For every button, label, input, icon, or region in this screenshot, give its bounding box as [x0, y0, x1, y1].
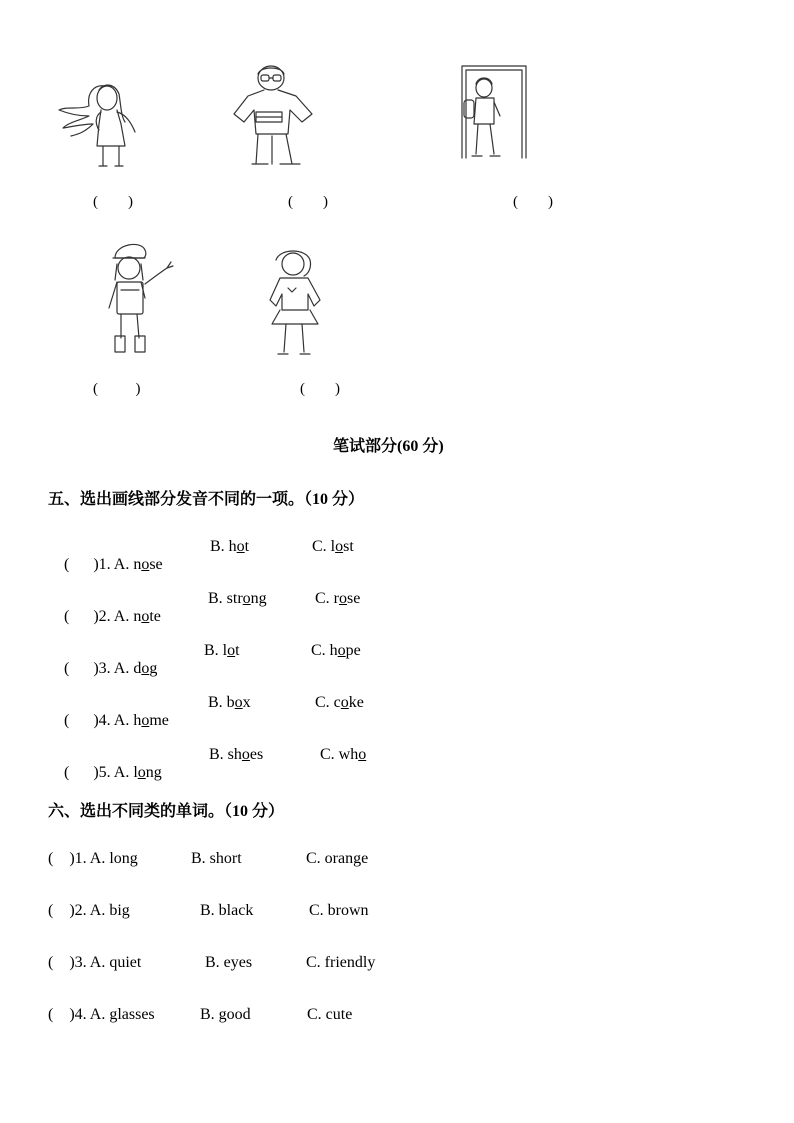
section5-question-3: ( )3. A. dog [64, 660, 158, 677]
section5-option-c-4: C. coke [315, 694, 364, 711]
section5-question-5: ( )5. A. long [64, 764, 162, 781]
boy-at-door-picture [456, 62, 531, 162]
section6-option-c-3: C. friendly [306, 954, 376, 971]
section6-option-c-4: C. cute [307, 1006, 353, 1023]
answer-paren-2[interactable]: ( ) [288, 194, 328, 210]
section6-option-b-1: B. short [191, 850, 242, 867]
section6-option-b-3: B. eyes [205, 954, 253, 971]
man-with-glasses-picture [228, 64, 318, 170]
section6-option-c-2: C. brown [309, 902, 369, 919]
section5-question-2: ( )2. A. note [64, 608, 161, 625]
section6-question-1[interactable]: ( )1. A. long [48, 850, 138, 867]
section6-option-b-4: B. good [200, 1006, 251, 1023]
section6-heading: 六、选出不同类的单词。（10 分） [48, 803, 285, 820]
section6-option-b-2: B. black [200, 902, 254, 919]
answer-paren-5[interactable]: ( ) [300, 381, 340, 397]
section5-option-c-5: C. who [320, 746, 367, 763]
section5-option-b-4: B. box [208, 694, 251, 711]
section6-question-2[interactable]: ( )2. A. big [48, 902, 130, 919]
answer-paren-4[interactable]: ( ) [93, 381, 141, 397]
girl-with-long-hair-picture [55, 76, 150, 171]
section5-option-b-2: B. strong [208, 590, 267, 607]
section6-question-4[interactable]: ( )4. A. glasses [48, 1006, 155, 1023]
written-part-title: 笔试部分(60 分) [333, 438, 444, 455]
section5-option-b-5: B. shoes [209, 746, 264, 763]
answer-paren-1[interactable]: ( ) [93, 194, 133, 210]
section5-option-c-1: C. lost [312, 538, 354, 555]
section5-option-b-1: B. hot [210, 538, 250, 555]
section6-question-3[interactable]: ( )3. A. quiet [48, 954, 142, 971]
section5-option-c-2: C. rose [315, 590, 361, 607]
section5-option-b-3: B. lot [204, 642, 240, 659]
section5-option-c-3: C. hope [311, 642, 361, 659]
girl-in-skirt-picture [262, 248, 332, 360]
section6-option-c-1: C. orange [306, 850, 369, 867]
section5-heading: 五、选出画线部分发音不同的一项。（10 分） [48, 491, 365, 508]
section5-question-1: ( )1. A. nose [64, 556, 163, 573]
girl-with-hat-picture [105, 238, 177, 358]
answer-paren-3[interactable]: ( ) [513, 194, 553, 210]
section5-question-4: ( )4. A. home [64, 712, 169, 729]
